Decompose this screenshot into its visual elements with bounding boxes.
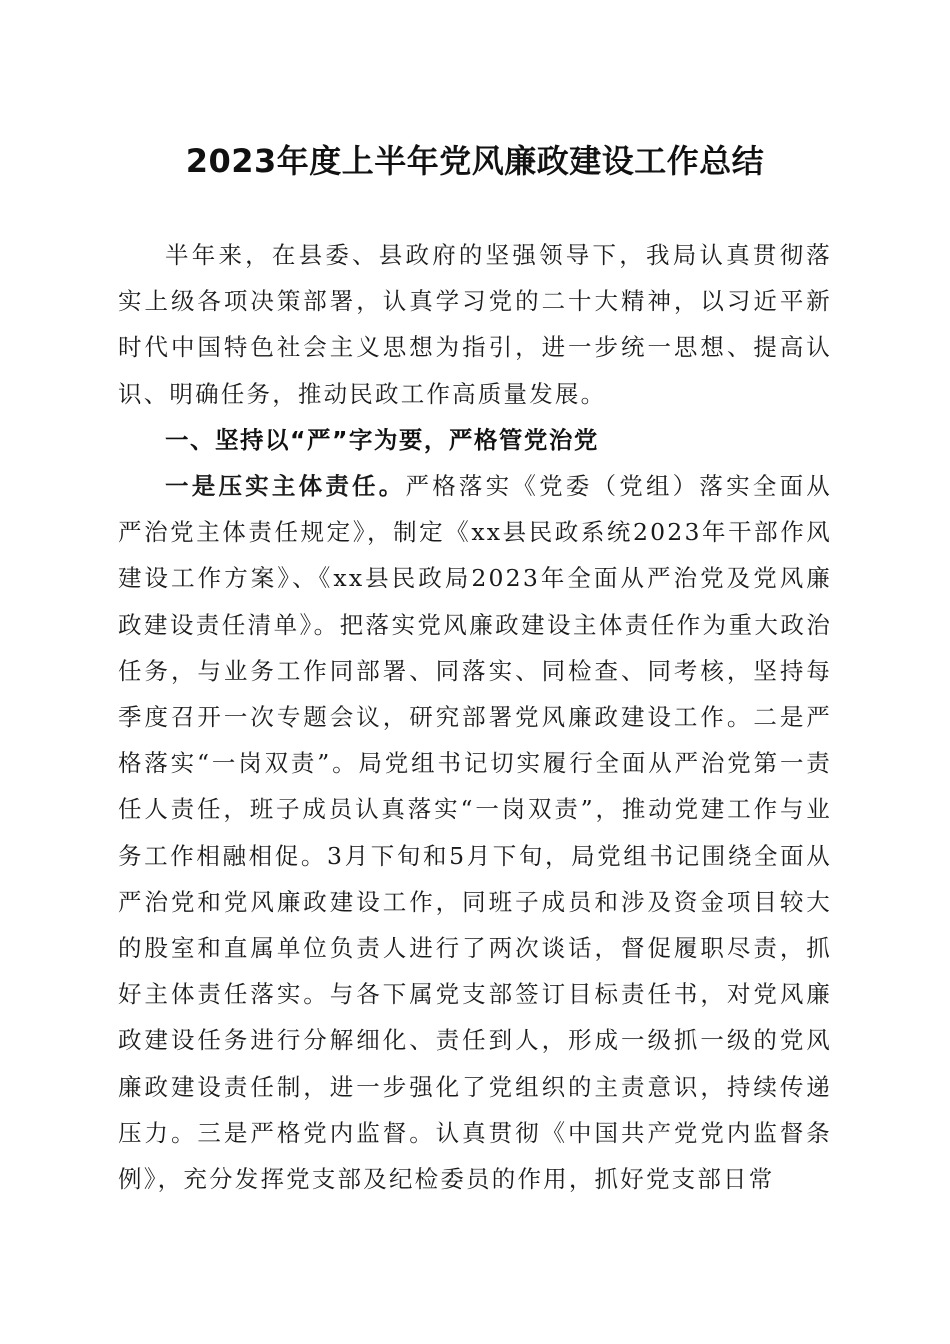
section-heading: 一、坚持以“严”字为要，严格管党治党	[165, 425, 599, 454]
paragraph-lead: 一是压实主体责任。	[165, 472, 406, 501]
document-title: 2023年度上半年党风廉政建设工作总结	[185, 142, 765, 180]
paragraph-text: 严格落实《党委（党组）落实全面从严治党主体责任规定》，制定《xx县民政系统2023年干部作风建设工作方案》、《xx县民政局2023年全面从严治党及党风廉政建设责任清单》。把落实党风廉政建设主体责任作为重大政治任务，与业务工作同部署、同落实、同检查、同考核，坚持每季度召开一次专题会议，研究部署党风廉政建设工作。二是严格落实“一岗双责”。局党组书记切实履行全面从严治党第一责任人责任，班子成员认真落实“一岗双责”，推动党建工作与业务工作相融相促。3月下旬和5月下旬，局党组书记围绕全面从严治党和党风廉政建设工作，同班子成员和涉及资金项目较大的股室和直属单位负责人进行了两次谈话，督促履职尽责，抓好主体责任落实。与各下属党支部签订目标责任书，对党风廉政建设任务进行分解细化、责任到人，形成一级抓一级的党风廉政建设责任制，进一步强化了党组织的主责意识，持续传递压力。三是严格党内监督。认真贯彻《中国共产党党内监督条例》，充分发挥党支部及纪检委员的作用，抓好党支部日常	[118, 472, 832, 1194]
intro-paragraph: 半年来，在县委、县政府的坚强领导下，我局认真贯彻落实上级各项决策部署，认真学习党的二十大精神，以习近平新时代中国特色社会主义思想为指引，进一步统一思想、提高认识、明确任务，推动民政工作高质量发展。	[118, 241, 832, 408]
document-body	[118, 232, 832, 1202]
section-paragraph	[118, 463, 832, 1202]
